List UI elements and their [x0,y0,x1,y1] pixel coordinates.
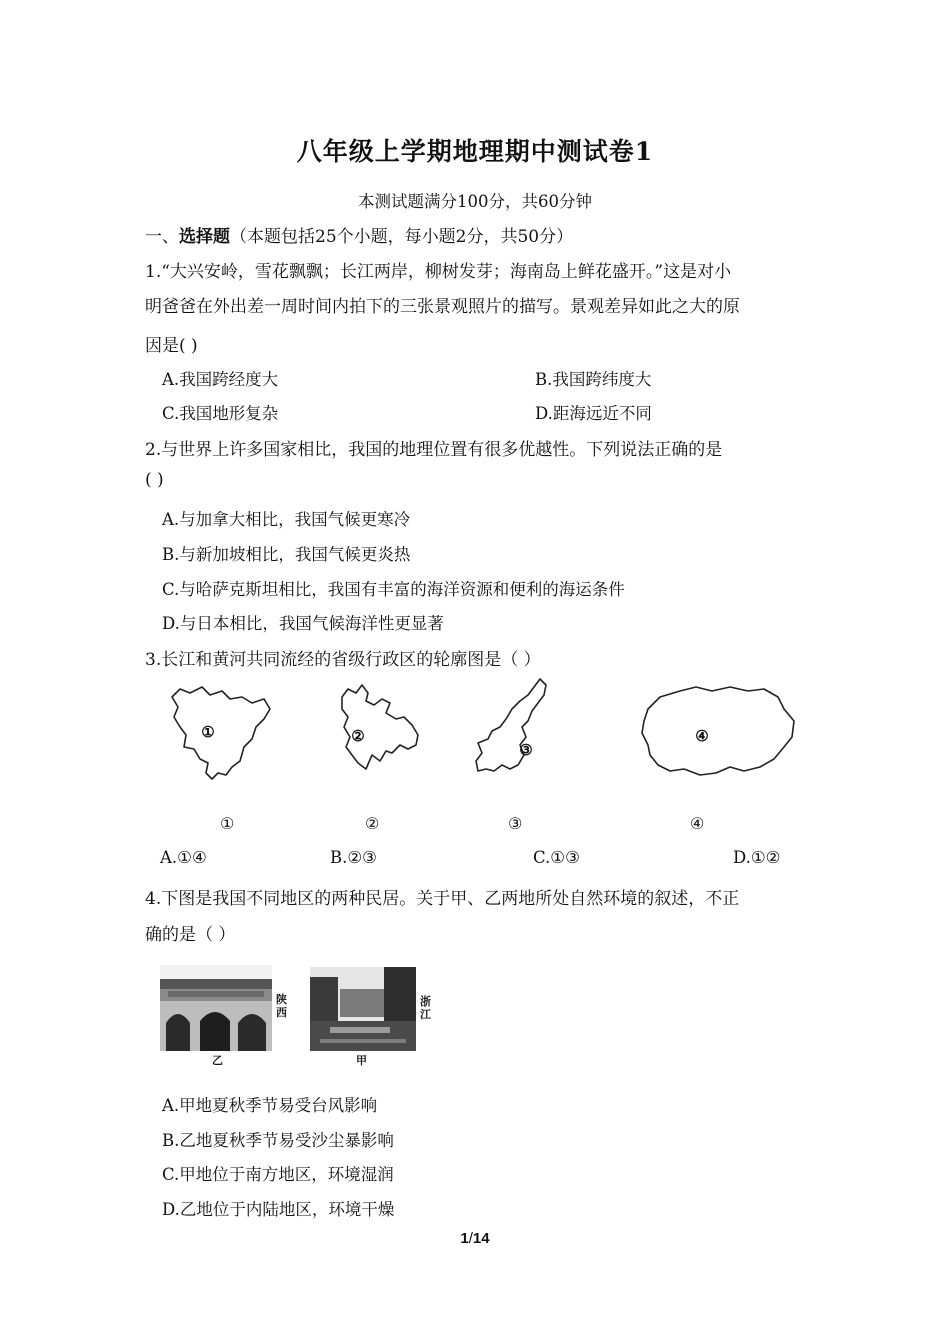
q3-option-c: C.①③ [533,848,580,867]
page-current: 1 [460,1230,469,1247]
map-caption-4: ④ [690,814,705,833]
photo-2-caption: 甲 [356,1054,367,1067]
q3-stem: 3.长江和黄河共同流经的省级行政区的轮廓图是（ ） [145,650,541,670]
q2-option-a: A.与加拿大相比，我国气候更寒冷 [162,510,411,529]
q1-option-c: C.我国地形复杂 [162,404,279,423]
province-outline-1 [172,687,270,779]
q4-line-1: 4.下图是我国不同地区的两种民居。关于甲、乙两地所处自然环境的叙述，不正 [145,889,740,909]
q1-line-2: 明爸爸在外出差一周时间内拍下的三张景观照片的描写。景观差异如此之大的原 [145,297,740,317]
map-caption-3: ③ [508,814,523,833]
page-number [0,1230,950,1247]
q1-line-1: 1.“大兴安岭，雪花飘飘；长江两岸，柳树发芽；海南岛上鲜花盛开。”这是对小 [145,262,732,282]
q3-option-b: B.②③ [330,848,377,867]
section-heading-note: （本题包括25个小题，每小题2分，共50分） [230,227,574,247]
province-outline-maps [160,675,820,795]
dwelling-photo-shaanxi [160,965,272,1051]
q4-option-c: C.甲地位于南方地区，环境湿润 [162,1165,394,1184]
map-caption-2: ② [365,814,380,833]
dwelling-photo-zhejiang [310,967,416,1051]
photo-2-side-label: 浙江 [420,995,431,1021]
q2-option-d: D.与日本相比，我国气候海洋性更显著 [162,614,444,633]
province-outline-3 [476,679,546,771]
q2-line-2: ( ) [145,470,164,490]
q3-option-a: A.①④ [160,848,207,867]
photo-1-side-label: 陕西 [276,993,287,1019]
q2-line-1: 2.与世界上许多国家相比，我国的地理位置有很多优越性。下列说法正确的是 [145,440,723,460]
q4-line-2: 确的是（ ） [145,925,236,945]
page-title: 八年级上学期地理期中测试卷1 [296,137,654,166]
map-caption-1: ① [220,814,235,833]
map-2-number: ② [351,727,365,745]
page-total: 14 [472,1230,490,1247]
exam-subtitle: 本测试题满分100分，共60分钟 [358,192,592,211]
q3-option-d: D.①② [733,848,781,867]
q1-line-3: 因是( ) [145,336,198,356]
province-outline-4 [642,687,794,775]
page-separator: / [468,1230,473,1247]
section-heading-bold: 选择题 [179,227,230,247]
q2-option-b: B.与新加坡相比，我国气候更炎热 [162,545,411,564]
q2-option-c: C.与哈萨克斯坦相比，我国有丰富的海洋资源和便利的海运条件 [162,580,625,599]
q1-option-a: A.我国跨经度大 [162,370,279,389]
map-1-number: ① [201,723,215,741]
q1-option-d: D.距海远近不同 [535,404,652,423]
map-3-number: ③ [519,741,533,759]
q4-option-b: B.乙地夏秋季节易受沙尘暴影响 [162,1131,394,1150]
section-heading-prefix: 一、 [145,227,179,247]
q4-option-d: D.乙地位于内陆地区，环境干燥 [162,1200,395,1219]
map-4-number: ④ [695,727,709,745]
section-heading [145,222,573,247]
photo-1-caption: 乙 [212,1054,223,1067]
q1-option-b: B.我国跨纬度大 [535,370,652,389]
q4-option-a: A.甲地夏秋季节易受台风影响 [162,1096,378,1115]
